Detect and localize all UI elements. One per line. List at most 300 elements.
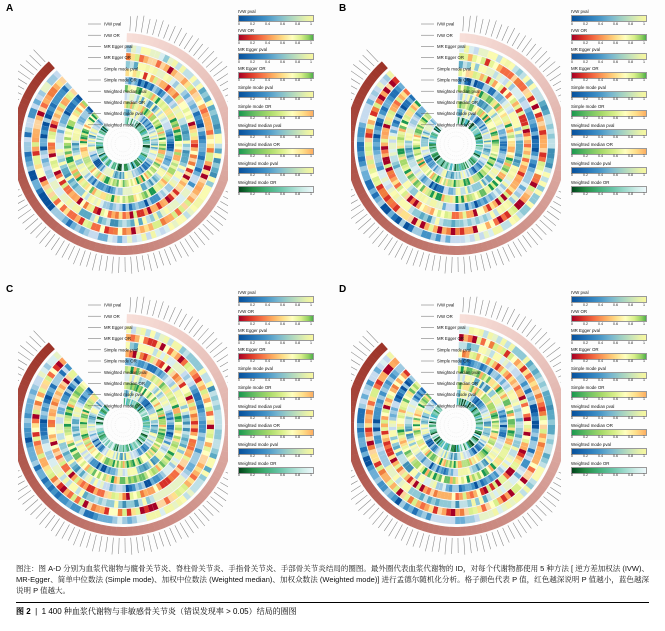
legend-tick: 0 [571,59,573,64]
legend-tick: 1 [310,454,312,459]
legend-tick: 0.8 [295,302,300,307]
legend-tick: 0.8 [628,97,633,102]
legend-title: IVW OR [571,27,588,33]
legend-tick: 0.2 [583,302,588,307]
legend-ticks [571,474,645,478]
legend-tick: 1 [310,78,312,83]
legend-tick: 1 [643,359,645,364]
legend-tick: 1 [310,340,312,345]
legend-item-simple-mode-or [571,386,661,402]
legend-tick: 0.2 [583,359,588,364]
legend-tick: 1 [310,97,312,102]
legend-tick: 0 [571,116,573,121]
svg-text:Weighted mode OR: Weighted mode OR [437,122,475,128]
svg-text:Simple mode OR: Simple mode OR [104,77,137,83]
legend-item-ivw-pval [571,10,661,26]
legend-tick: 0.2 [250,397,255,402]
legend-title: Weighted median pval [571,122,615,128]
caption-title [16,607,649,618]
legend-item-weighted-median-pval [238,405,328,421]
svg-text:Weighted median OR: Weighted median OR [437,100,479,105]
legend-tick: 0.2 [583,454,588,459]
legend-tick: 0.2 [250,116,255,121]
panel-c-circos-wrap [0,281,240,561]
legend-tick: 0.4 [265,78,270,83]
circos-svg-d [351,287,561,555]
legend-tick: 0.4 [598,454,603,459]
svg-text:MR Egger OR: MR Egger OR [104,55,131,61]
legend-title: Weighted median OR [571,141,613,147]
legend-tick: 1 [643,154,645,159]
panel-b-circos-plot [351,6,561,274]
legend-tick: 0.6 [280,173,285,178]
legend-tick: 0.4 [598,192,603,197]
panel-d-legend [571,291,661,481]
legend-tick: 1 [310,59,312,64]
legend-item-weighted-median-pval [571,124,661,140]
legend-tick: 0 [571,454,573,459]
legend-tick: 0 [238,416,240,421]
legend-tick: 0.2 [583,40,588,45]
legend-tick: 0.4 [598,97,603,102]
legend-title: MR Egger OR [571,346,599,352]
legend-ticks [238,323,312,327]
legend-tick: 0.2 [250,473,255,478]
legend-tick: 0.6 [613,97,618,102]
legend-tick: 0.8 [295,59,300,64]
legend-ticks [571,417,645,421]
legend-tick: 0.8 [295,397,300,402]
legend-title: MR Egger OR [238,346,266,352]
legend-title: Simple mode OR [571,103,605,109]
legend-item-ivw-pval [571,291,661,307]
svg-text:MR Egger pval: MR Egger pval [104,325,133,330]
legend-item-weighted-mode-or [238,462,328,478]
legend-title: Weighted median OR [238,422,280,428]
legend-tick: 0.8 [628,21,633,26]
legend-title: Weighted median OR [238,141,280,147]
legend-item-ivw-or [238,29,328,45]
legend-ticks [238,360,312,364]
legend-tick: 0.8 [628,192,633,197]
legend-title: Simple mode OR [571,384,605,390]
svg-text:IVW OR: IVW OR [104,313,120,319]
legend-item-weighted-median-pval [238,124,328,140]
legend-ticks [238,155,312,159]
legend-title: Weighted median pval [238,403,282,409]
legend-tick: 0 [571,78,573,83]
legend-tick: 0.4 [265,135,270,140]
legend-title: Weighted mode OR [571,460,610,466]
legend-item-simple-mode-pval [238,86,328,102]
legend-tick: 0 [238,340,240,345]
legend-ticks [238,436,312,440]
legend-tick: 0 [571,435,573,440]
panel-d [333,281,665,561]
panel-b-legend [571,10,661,200]
legend-tick: 0.2 [583,192,588,197]
svg-text:Weighted median pval: Weighted median pval [437,369,480,375]
svg-text:MR Egger OR: MR Egger OR [437,55,464,61]
legend-tick: 1 [643,473,645,478]
legend-tick: 1 [643,435,645,440]
legend-tick: 0.8 [295,40,300,45]
panel-d-letter: D [339,284,347,295]
legend-tick: 0.2 [583,97,588,102]
legend-tick: 0.8 [295,78,300,83]
svg-text:Weighted median OR: Weighted median OR [437,381,479,386]
legend-tick: 0.6 [613,21,618,26]
legend-item-weighted-median-pval [571,405,661,421]
legend-tick: 0.2 [583,397,588,402]
legend-title: MR Egger OR [571,65,599,71]
panel-a-circos-wrap [0,0,240,280]
legend-title: Weighted mode pval [571,160,611,166]
legend-tick: 1 [643,40,645,45]
panel-a-letter: A [6,3,14,14]
svg-text:Simple mode pval: Simple mode pval [104,347,139,353]
svg-text:Weighted median pval: Weighted median pval [104,369,147,375]
svg-text:Weighted mode pval: Weighted mode pval [104,111,144,117]
legend-item-ivw-pval [238,10,328,26]
legend-ticks [238,398,312,402]
legend-title: MR Egger pval [238,46,268,52]
legend-title: IVW pval [238,290,256,295]
legend-tick: 0.6 [280,97,285,102]
legend-tick: 0.6 [280,473,285,478]
svg-text:IVW pval: IVW pval [437,21,455,27]
legend-tick: 0.4 [598,340,603,345]
legend-tick: 0.4 [265,154,270,159]
legend-title: Weighted mode OR [238,460,277,466]
legend-item-weighted-mode-or [571,181,661,197]
legend-ticks [238,379,312,383]
legend-item-weighted-median-or [571,143,661,159]
legend-title: IVW pval [571,9,589,14]
legend-tick: 0.6 [613,416,618,421]
legend-ticks [571,193,645,197]
legend-tick: 1 [643,302,645,307]
legend-title: MR Egger pval [571,327,601,333]
legend-ticks [571,379,645,383]
legend-tick: 1 [310,397,312,402]
legend-tick: 0.4 [598,116,603,121]
legend-tick: 0 [571,21,573,26]
legend-tick: 0 [238,135,240,140]
legend-tick: 0.6 [280,59,285,64]
legend-tick: 0.2 [250,416,255,421]
svg-text:IVW pval: IVW pval [104,21,122,27]
legend-tick: 1 [310,321,312,326]
svg-text:IVW pval: IVW pval [437,302,455,308]
legend-ticks [571,398,645,402]
legend-item-ivw-pval [238,291,328,307]
legend-tick: 0 [238,359,240,364]
legend-tick: 0.4 [265,340,270,345]
legend-tick: 0 [238,154,240,159]
legend-tick: 0 [571,416,573,421]
legend-tick: 0.8 [295,454,300,459]
legend-ticks [571,155,645,159]
svg-text:Simple mode pval: Simple mode pval [437,347,472,353]
legend-ticks [238,417,312,421]
legend-tick: 0.4 [598,135,603,140]
svg-text:IVW OR: IVW OR [437,32,453,38]
legend-tick: 1 [310,21,312,26]
legend-tick: 0.2 [250,173,255,178]
legend-tick: 0.4 [598,154,603,159]
svg-text:MR Egger OR: MR Egger OR [104,336,131,342]
legend-tick: 0.2 [250,378,255,383]
legend-ticks [571,136,645,140]
legend-tick: 0.6 [613,321,618,326]
legend-tick: 0.6 [613,116,618,121]
svg-text:IVW pval: IVW pval [104,302,122,308]
legend-tick: 0.2 [250,154,255,159]
legend-tick: 0 [238,97,240,102]
svg-text:MR Egger pval: MR Egger pval [437,44,466,49]
legend-tick: 0.4 [598,435,603,440]
legend-tick: 0.6 [280,78,285,83]
panel-b [333,0,665,280]
legend-tick: 0 [238,302,240,307]
caption-title-prefix: 图 2 [16,606,31,616]
svg-text:Simple mode OR: Simple mode OR [437,77,470,83]
legend-tick: 0.6 [613,340,618,345]
legend-ticks [238,117,312,121]
legend-tick: 0.6 [613,359,618,364]
legend-tick: 0.8 [628,40,633,45]
legend-item-simple-mode-or [571,105,661,121]
legend-ticks [238,342,312,346]
legend-tick: 0.4 [265,97,270,102]
legend-tick: 0.4 [598,378,603,383]
legend-tick: 0.4 [598,321,603,326]
legend-tick: 0.4 [598,59,603,64]
legend-item-mregger-or [238,67,328,83]
legend-item-simple-mode-or [238,386,328,402]
legend-tick: 0 [571,359,573,364]
legend-tick: 1 [643,192,645,197]
legend-tick: 0.2 [250,78,255,83]
legend-tick: 0.6 [280,397,285,402]
legend-title: IVW OR [571,308,588,314]
legend-item-weighted-median-or [238,143,328,159]
legend-tick: 0 [571,321,573,326]
legend-ticks [571,117,645,121]
legend-tick: 1 [643,97,645,102]
legend-tick: 0.6 [280,302,285,307]
svg-text:Weighted mode OR: Weighted mode OR [437,403,475,409]
legend-tick: 0.4 [265,454,270,459]
legend-tick: 0.8 [628,435,633,440]
legend-tick: 0.4 [265,416,270,421]
legend-tick: 1 [310,154,312,159]
legend-tick: 0.6 [280,21,285,26]
legend-tick: 0.4 [265,473,270,478]
legend-tick: 0.8 [628,154,633,159]
legend-tick: 0.4 [265,378,270,383]
panel-b-letter: B [339,3,347,14]
legend-tick: 0.6 [613,135,618,140]
legend-tick: 0.4 [265,173,270,178]
svg-text:MR Egger pval: MR Egger pval [104,44,133,49]
legend-tick: 0.8 [295,135,300,140]
legend-title: Simple mode pval [238,365,273,371]
legend-title: Simple mode OR [238,384,272,390]
legend-tick: 0 [238,321,240,326]
legend-item-weighted-mode-pval [571,443,661,459]
legend-tick: 0.4 [265,59,270,64]
legend-tick: 1 [643,378,645,383]
legend-tick: 0.8 [628,378,633,383]
legend-tick: 0.6 [613,435,618,440]
legend-tick: 0 [238,21,240,26]
svg-text:Weighted median OR: Weighted median OR [104,100,146,105]
legend-tick: 0.2 [250,302,255,307]
legend-tick: 1 [310,378,312,383]
legend-tick: 0.2 [583,340,588,345]
legend-tick: 0.2 [583,416,588,421]
legend-tick: 0.6 [613,154,618,159]
legend-title: Simple mode pval [571,365,606,371]
legend-tick: 0.6 [613,78,618,83]
legend-tick: 0.8 [628,78,633,83]
legend-tick: 0.4 [265,397,270,402]
caption-title-text: 1 400 种血浆代谢物与非敏感骨关节炎（错误发现率 > 0.05）结局的圈图 [41,606,297,616]
legend-ticks [571,61,645,65]
legend-title: MR Egger pval [238,327,268,333]
legend-ticks [571,174,645,178]
legend-tick: 0 [238,192,240,197]
legend-tick: 0.8 [295,416,300,421]
legend-item-weighted-mode-pval [238,162,328,178]
legend-tick: 0.2 [583,78,588,83]
legend-tick: 0.6 [613,302,618,307]
legend-tick: 1 [643,78,645,83]
legend-ticks [571,23,645,27]
legend-tick: 0.6 [280,154,285,159]
legend-tick: 0.8 [628,416,633,421]
legend-item-weighted-median-or [571,424,661,440]
legend-tick: 0.6 [280,321,285,326]
legend-tick: 1 [310,302,312,307]
legend-tick: 1 [310,116,312,121]
legend-tick: 0.8 [628,397,633,402]
legend-item-mregger-pval [571,48,661,64]
svg-text:Simple mode pval: Simple mode pval [104,66,139,72]
legend-ticks [238,79,312,83]
legend-ticks [238,304,312,308]
svg-text:Weighted median pval: Weighted median pval [104,88,147,94]
legend-tick: 0.4 [598,40,603,45]
legend-tick: 0.6 [613,173,618,178]
legend-title: Simple mode pval [571,84,606,90]
legend-tick: 0 [571,173,573,178]
legend-title: Weighted mode pval [238,441,278,447]
legend-tick: 0.4 [598,397,603,402]
svg-text:Weighted mode OR: Weighted mode OR [104,122,142,128]
legend-tick: 1 [643,397,645,402]
legend-tick: 0.6 [280,435,285,440]
legend-tick: 0.6 [613,192,618,197]
legend-tick: 1 [643,416,645,421]
legend-tick: 0.6 [280,454,285,459]
panel-c-letter: C [6,284,14,295]
legend-tick: 0 [238,473,240,478]
legend-tick: 0 [238,40,240,45]
legend-item-simple-mode-or [238,105,328,121]
legend-ticks [571,79,645,83]
legend-tick: 1 [310,192,312,197]
legend-tick: 0.4 [598,302,603,307]
legend-title: Weighted median OR [571,422,613,428]
legend-item-simple-mode-pval [571,86,661,102]
legend-tick: 0.2 [250,340,255,345]
legend-tick: 0.8 [628,359,633,364]
figure-caption [0,560,665,631]
legend-title: Weighted median pval [238,122,282,128]
legend-tick: 0 [571,397,573,402]
legend-title: IVW OR [238,308,255,314]
legend-ticks [571,42,645,46]
svg-text:Weighted mode pval: Weighted mode pval [437,392,477,398]
legend-tick: 0 [571,302,573,307]
legend-item-mregger-or [571,348,661,364]
legend-tick: 0.6 [280,40,285,45]
caption-title-separator: | [32,606,40,616]
legend-tick: 0.2 [250,40,255,45]
legend-tick: 0.2 [583,378,588,383]
panel-c-legend [238,291,328,481]
legend-tick: 0.6 [613,59,618,64]
legend-tick: 1 [643,340,645,345]
legend-tick: 0.2 [583,154,588,159]
legend-tick: 1 [310,416,312,421]
svg-text:Simple mode OR: Simple mode OR [104,358,137,364]
legend-tick: 0.6 [280,135,285,140]
legend-tick: 1 [310,435,312,440]
legend-tick: 1 [310,359,312,364]
legend-title: IVW pval [238,9,256,14]
legend-ticks [571,360,645,364]
svg-text:IVW OR: IVW OR [437,313,453,319]
legend-tick: 0.6 [280,359,285,364]
legend-tick: 0.4 [598,78,603,83]
legend-tick: 0.6 [280,340,285,345]
legend-tick: 0.6 [613,378,618,383]
svg-text:Simple mode pval: Simple mode pval [437,66,472,72]
legend-tick: 0.8 [628,321,633,326]
legend-ticks [238,23,312,27]
panel-a-circos-plot [18,6,228,274]
legend-tick: 1 [643,59,645,64]
legend-tick: 0.8 [295,321,300,326]
legend-ticks [238,455,312,459]
legend-tick: 0 [571,473,573,478]
legend-item-mregger-pval [238,48,328,64]
legend-tick: 0.4 [265,302,270,307]
legend-tick: 0.2 [583,473,588,478]
legend-ticks [571,342,645,346]
legend-title: Weighted mode OR [238,179,277,185]
legend-tick: 0.4 [265,40,270,45]
caption-note: 图注：图 A-D 分别为血浆代谢物与髋骨关节炎、脊柱骨关节炎、手指骨关节炎、手部骨关节炎结局的圈图。最外圈代表血浆代谢物的 ID，对每个代谢物都使用 5 种方法 [ 逆方差加权法 (IVW)、MR-Egger、简单中位数法 (Simple mode)、加权中位数法 (Weighted median)、加权众数法 (Weighted mode)] 进行孟德尔随机化分析。格子颜色代表 P 值，红色越深说明 P 值越小，蓝色越深说明 P 值越大。 [16,564,649,595]
legend-tick: 0.8 [628,59,633,64]
legend-tick: 0.6 [280,416,285,421]
legend-tick: 0.4 [265,116,270,121]
circos-svg-c [18,287,228,555]
